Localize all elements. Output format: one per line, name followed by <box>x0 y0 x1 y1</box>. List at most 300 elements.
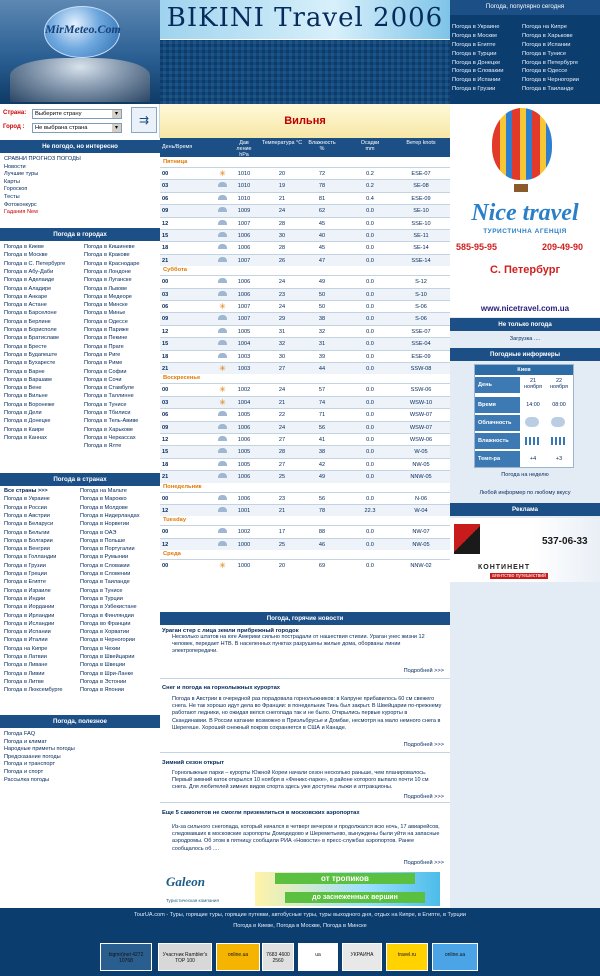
temp-cell: 23 <box>278 495 286 502</box>
informer-caption[interactable]: Любой информер по любому вкусу <box>479 490 571 496</box>
go-button[interactable]: ⇉ <box>131 107 157 133</box>
logo-text: MirMeteo.Com <box>45 22 121 36</box>
counter-badge[interactable]: 7683 4600 2560 <box>262 943 294 971</box>
city-link[interactable]: Погода в Аделаиде <box>4 277 55 284</box>
country-link[interactable]: Погода в Словакии <box>80 562 130 569</box>
informer-temp-1: +4 <box>529 456 537 462</box>
interesting-link[interactable]: Фотоконкурс <box>4 201 37 208</box>
header-temperature: Температура °C <box>261 140 303 146</box>
country-link[interactable]: Погода в Марокко <box>80 496 127 503</box>
wind-cell: SSE-04 <box>411 341 431 348</box>
wind-cell: S-06 <box>415 316 427 323</box>
useful-link[interactable]: Погода и спорт <box>4 769 44 775</box>
wind-cell: SSE-10 <box>411 220 431 227</box>
country-link[interactable]: Погода в ОАЭ <box>80 529 117 536</box>
wind-cell: NW-05 <box>412 461 430 468</box>
humidity-cell: 72 <box>318 171 326 177</box>
forecast-row <box>160 192 450 204</box>
informer-week-link[interactable]: Погода на неделю <box>501 472 549 478</box>
pressure-cell: 1005 <box>237 449 251 456</box>
city-link[interactable]: Погода в Минье <box>84 310 126 317</box>
useful-link[interactable]: Погода и транспорт <box>4 761 56 768</box>
informer-time-1: 14:00 <box>526 402 540 408</box>
precip-cell: 0.0 <box>366 387 374 394</box>
humidity-cell: 50 <box>318 291 326 298</box>
forecast-row <box>160 445 450 457</box>
forecast-row <box>160 241 450 253</box>
country-link[interactable]: Погода в Хорватии <box>80 629 130 636</box>
precip-cell: 0.0 <box>366 424 374 431</box>
city-link[interactable]: Погода в Луганске <box>84 277 132 284</box>
kontinent-logo-icon <box>454 524 480 554</box>
precip-cell: 0.2 <box>366 183 374 190</box>
time-cell: 12 <box>162 508 169 514</box>
city-link[interactable]: Погода в Донецке <box>4 418 51 425</box>
country-link[interactable]: Погода в Ирландии <box>4 612 55 619</box>
wind-cell: SE-10 <box>413 208 429 215</box>
precip-cell: 22.3 <box>364 508 376 514</box>
footer-line-2[interactable]: Погода в Киеве, Погода в Москве, Погода в Минске <box>233 923 367 929</box>
useful-link[interactable]: Предсказание погоды <box>4 753 61 760</box>
day-heading: Суббота <box>160 266 450 275</box>
nice-url[interactable]: www.nicetravel.com.ua <box>480 304 570 313</box>
time-cell: 03 <box>162 291 169 298</box>
interesting-link[interactable]: Тесты <box>4 194 20 200</box>
forecast-row <box>160 254 450 266</box>
precip-cell: 0.0 <box>366 437 374 443</box>
country-link[interactable]: Погода в Швейцарии <box>80 654 135 660</box>
country-link[interactable]: Погода во Франции <box>80 620 131 627</box>
city-link[interactable]: Погода в Кишиневе <box>84 244 135 250</box>
pressure-cell: 1004 <box>237 399 251 406</box>
country-link[interactable]: Погода в Иордании <box>4 604 55 611</box>
city-link[interactable]: Погода в Тбилиси <box>84 410 131 416</box>
country-link[interactable]: Погода в Болгарии <box>4 537 53 544</box>
humidity-cell: 44 <box>318 366 326 372</box>
news-divider <box>160 752 450 753</box>
city-link[interactable]: Погода в Будапеште <box>4 351 58 358</box>
country-link[interactable]: Погода в Греции <box>4 571 47 577</box>
ads-title: Реклама <box>450 503 600 516</box>
temp-cell: 26 <box>278 257 286 264</box>
forecast-row <box>160 525 450 537</box>
precip-cell: 0.0 <box>366 353 374 360</box>
country-link[interactable]: Погода в Эстонии <box>80 678 127 685</box>
popular-link[interactable]: Погода в Словакии <box>452 68 504 75</box>
city-link[interactable]: Погода в Варне <box>4 368 45 375</box>
precip-cell: 0.2 <box>366 171 374 177</box>
interesting-link[interactable]: Новости <box>4 163 26 170</box>
news-divider <box>160 802 450 803</box>
precip-cell: 0.0 <box>366 220 374 227</box>
country-link[interactable]: Погода в Словении <box>80 571 131 577</box>
loading-text: Загрузка .... <box>509 336 541 342</box>
kontinent-ad[interactable] <box>450 518 600 582</box>
city-link[interactable]: Погода в Краснодаре <box>84 260 140 267</box>
humidity-cell: 78 <box>318 508 326 514</box>
country-link[interactable]: Погода в Швеции <box>80 662 126 669</box>
pressure-cell: 1002 <box>237 387 251 394</box>
country-link[interactable]: Все страны >>> <box>4 488 48 494</box>
precip-cell: 0.0 <box>366 341 374 348</box>
city-link[interactable]: Погода в Одессе <box>84 318 128 325</box>
city-link[interactable]: Погода в Бухаресте <box>4 360 56 367</box>
forecast-row <box>160 470 450 482</box>
forecast-row <box>160 362 450 374</box>
popular-link[interactable]: Погода в Тунисе <box>522 50 567 57</box>
country-link[interactable]: Погода в Польше <box>80 537 126 544</box>
country-link[interactable]: Погода в Ливии <box>4 670 45 677</box>
city-link[interactable]: Погода в Москве <box>4 252 48 259</box>
time-cell: 18 <box>162 245 169 252</box>
precip-cell: 0.0 <box>366 304 374 310</box>
counter-badge[interactable]: online.ua <box>432 943 478 971</box>
country-select[interactable]: Выберите страну ▾ <box>32 109 122 119</box>
temp-cell: 32 <box>278 341 286 348</box>
informer-day-1: 21 ноября <box>524 378 542 390</box>
wind-cell: SSE-14 <box>411 257 431 264</box>
country-link[interactable]: Погода в Турции <box>80 595 123 602</box>
humidity-cell: 32 <box>318 328 326 335</box>
humidity-cell: 31 <box>318 341 326 348</box>
news-more-link[interactable]: Подробней >>> <box>403 860 444 866</box>
informer-time-2: 08:00 <box>552 402 566 408</box>
city-link[interactable]: Погода в Риме <box>84 360 123 367</box>
country-link[interactable]: Погода в России <box>4 504 47 511</box>
city-link[interactable]: Погода в Тунисе <box>84 401 127 408</box>
humidity-cell: 45 <box>318 245 326 252</box>
pressure-cell: 1009 <box>237 208 251 215</box>
city-link[interactable]: Погода в Астане <box>4 302 47 309</box>
balloon-image <box>492 108 552 180</box>
city-link[interactable]: Погода в Варшаве <box>4 376 53 383</box>
city-link[interactable]: Погода в Сочи <box>84 376 122 383</box>
city-link[interactable]: Погода в Бресте <box>4 343 47 350</box>
galeon-banner <box>255 872 440 906</box>
forecast-row <box>160 492 450 504</box>
city-link[interactable]: Погода в Каире <box>4 426 45 433</box>
country-link[interactable]: Погода в Нидерландах <box>80 512 140 519</box>
rain-cloud-icon <box>218 232 227 240</box>
country-link[interactable]: Погода в Голландии <box>4 554 57 561</box>
precip-cell: 0.0 <box>366 461 374 468</box>
footer-line-1[interactable]: TourUA.com - Туры, горящие туры, горящие путевки, автобусные туры, туры выходного дня, отдых на Кипре, в Египте, в Турции <box>134 912 466 918</box>
country-link[interactable]: Погода в Грузии <box>4 562 46 569</box>
humidity-cell: 88 <box>318 529 326 536</box>
precip-cell: 0.0 <box>366 412 374 419</box>
country-link[interactable]: Погода в Венгрии <box>4 546 50 553</box>
site-logo[interactable] <box>0 0 160 104</box>
popular-link[interactable]: Погода в Египте <box>452 41 496 48</box>
rain-cloud-icon <box>218 461 227 469</box>
city-link[interactable]: Погода в Медеоре <box>84 293 132 300</box>
city-link[interactable]: Погода в Каннах <box>4 434 47 441</box>
forecast-row <box>160 350 450 362</box>
country-link[interactable]: Погода в Черногории <box>80 637 136 644</box>
temp-cell: 30 <box>278 353 286 360</box>
popular-link[interactable]: Погода в Испании <box>522 41 571 48</box>
news-text: Несколько штатов на юге Америки сильно пострадали от нашествия стихии. Ураган унес жизни 12 человек, передает НТВ. В населенных пунктах разрушены жилые дома, оборваны линии электропередачи. <box>172 634 425 655</box>
counter-badge[interactable]: online.ua <box>216 943 260 971</box>
forecast-row <box>160 396 450 408</box>
temp-cell: 21 <box>278 195 286 202</box>
rain-cloud-icon <box>218 182 227 190</box>
informer-humidity-label: Влажность <box>475 433 520 449</box>
popular-link[interactable]: Погода в Грузии <box>452 86 496 93</box>
interesting-link[interactable]: Гороскоп <box>4 186 28 193</box>
country-link[interactable]: Погода в Испании <box>4 629 51 636</box>
precip-cell: 0.0 <box>366 291 374 298</box>
cloud-icon <box>525 417 539 427</box>
left-section-title: Не погодо, но интересно <box>0 140 160 153</box>
wind-cell: SE-11 <box>413 233 429 239</box>
popular-link[interactable]: Погода на Кипре <box>522 24 567 30</box>
news-headline[interactable]: Зимний сезон открыт <box>162 760 225 766</box>
city-link[interactable]: Погода в Дели <box>4 410 42 416</box>
pressure-cell: 1005 <box>237 461 251 468</box>
interesting-link[interactable]: Карты <box>4 178 20 185</box>
city-link[interactable]: Погода в Харькове <box>84 426 133 433</box>
forecast-row <box>160 433 450 445</box>
country-link[interactable]: Погода в Исландии <box>4 620 55 627</box>
galeon-line1: от тропиков <box>275 873 415 884</box>
rain-cloud-icon <box>218 541 227 549</box>
time-cell: 00 <box>162 563 169 570</box>
wind-cell: NNW-02 <box>410 563 432 570</box>
city-link[interactable]: Погода в Анкаре <box>4 293 48 300</box>
notonly-title: Не только погода <box>450 318 600 331</box>
useful-link[interactable]: Погода FAQ <box>4 731 36 737</box>
city-link[interactable]: Погода в Вене <box>4 385 42 392</box>
temp-cell: 28 <box>278 245 286 252</box>
header-wind: Ветер knots <box>406 140 436 146</box>
city-link[interactable]: Погода в Таллинне <box>84 393 134 400</box>
galeon-logo: Galeon <box>166 874 205 889</box>
city-link[interactable]: Погода в Пекине <box>84 335 128 342</box>
interesting-link[interactable]: Лучшие туры <box>4 171 39 178</box>
city-link[interactable]: Погода в Париже <box>84 327 129 333</box>
country-link[interactable]: Погода в Норвегии <box>80 521 130 528</box>
city-link[interactable]: Погода в Братиславе <box>4 335 60 342</box>
counter-badge[interactable]: ua <box>298 943 338 971</box>
city-link[interactable]: Погода в Аладире <box>4 285 52 292</box>
time-cell: 00 <box>162 171 169 177</box>
country-link[interactable]: Погода в Молдове <box>80 504 128 511</box>
useful-link[interactable]: Погода и климат <box>4 738 47 745</box>
city-label: Город : <box>3 124 25 130</box>
city-select[interactable]: Не выбрана страна ▾ <box>32 123 122 133</box>
time-cell: 21 <box>162 366 169 372</box>
forecast-row <box>160 559 450 571</box>
wind-cell: WSW-10 <box>409 399 433 406</box>
precip-cell: 0.0 <box>366 529 374 536</box>
galeon-ad[interactable] <box>160 870 450 908</box>
pressure-cell: 1006 <box>237 279 251 286</box>
pressure-cell: 1002 <box>237 529 251 536</box>
country-link[interactable]: Погода в Египте <box>4 579 47 586</box>
news-more-link[interactable]: Подробней >>> <box>403 794 444 800</box>
popular-link[interactable]: Погода в Черногории <box>522 77 580 84</box>
informer-day-2: 22 ноября <box>550 378 568 390</box>
city-link[interactable]: Погода в Риге <box>84 351 121 358</box>
popular-link[interactable]: Погода в Петербурге <box>522 59 579 66</box>
country-link[interactable]: Погода в Израиле <box>4 587 51 594</box>
useful-link[interactable]: Рассылка погоды <box>4 776 50 783</box>
forecast-row <box>160 275 450 287</box>
temp-cell: 21 <box>278 399 286 406</box>
counter-badge[interactable]: Участник Rambler's TOP 100 <box>158 943 212 971</box>
news-headline[interactable]: Ураган стер с лица земли прибрежный городок <box>162 628 299 634</box>
country-link[interactable]: Погода в Финляндии <box>80 612 134 619</box>
city-link[interactable]: Погода в Стамбуле <box>84 385 135 392</box>
news-headline[interactable]: Еще 5 самолетов не смогли приземлиться в московских аэропортах <box>162 810 360 816</box>
wind-cell: NW-07 <box>412 529 430 536</box>
country-link[interactable]: Погода в Беларуси <box>4 521 54 528</box>
rain-cloud-icon <box>218 507 227 515</box>
country-link[interactable]: Погода в Тунисе <box>80 587 123 594</box>
news-text: Горнолыжные парки – курорты Южной Кореи начали сезон несколько раньше, чем планировалось. Первый зимний каток открылся 10 ноября в «Феникс-парке», в районе которого выпало почти 10 см снега. Для любителей зимних видов спорта здесь уже доступны лыжи и аттракционы. <box>172 770 429 791</box>
nice-logo: Nice travel <box>471 200 579 226</box>
country-link[interactable]: Погода в Австрии <box>4 512 50 519</box>
pressure-cell: 1006 <box>237 474 251 481</box>
counter-badge[interactable]: bigmir)net 4272 10768 <box>100 943 152 971</box>
humidity-cell: 46 <box>318 541 326 548</box>
country-link[interactable]: Погода в Чехии <box>80 645 121 652</box>
interesting-link[interactable]: Гадания New <box>4 209 39 216</box>
country-link[interactable]: Погода в Узбекистане <box>80 604 137 611</box>
city-link[interactable]: Погода в Лондоне <box>84 268 131 275</box>
news-headline[interactable]: Снег и погода на горнолыжных курортах <box>162 685 281 691</box>
popular-link[interactable]: Погода в Таиланде <box>522 86 574 93</box>
galeon-subtitle: Туристическая компания <box>166 898 219 903</box>
pressure-cell: 1007 <box>237 304 251 310</box>
city-link[interactable]: Погода в Ялте <box>84 443 122 450</box>
humidity-cell: 71 <box>318 412 326 419</box>
city-link[interactable]: Погода в Вильне <box>4 393 48 400</box>
pressure-cell: 1006 <box>237 495 251 502</box>
country-link[interactable]: Погода в Японии <box>80 687 125 694</box>
cloud-icon <box>551 417 565 427</box>
precip-cell: 0.0 <box>366 279 374 286</box>
country-link[interactable]: Погода в Таиланде <box>80 579 130 586</box>
precip-cell: 0.0 <box>366 245 374 252</box>
rain-cloud-icon <box>218 195 227 203</box>
popular-link[interactable]: Погода в Испании <box>452 77 501 84</box>
city-link[interactable]: Погода в Берлине <box>4 318 51 325</box>
popular-link[interactable]: Погода в Москве <box>452 32 498 39</box>
city-link[interactable]: Погода в Софии <box>84 368 127 375</box>
top-banner[interactable] <box>160 0 450 40</box>
popular-link[interactable]: Погода в Турции <box>452 50 497 57</box>
city-link[interactable]: Погода в Борисполе <box>4 327 57 333</box>
news-more-link[interactable]: Подробней >>> <box>403 668 444 674</box>
country-link[interactable]: Погода в Ливане <box>4 662 48 669</box>
day-heading: Среда <box>160 550 450 559</box>
weather-informer[interactable] <box>474 364 574 468</box>
temp-cell: 24 <box>278 304 286 310</box>
popular-link[interactable]: Погода в Одессе <box>522 68 568 75</box>
forecast-row <box>160 288 450 300</box>
forecast-row <box>160 204 450 216</box>
forecast-row <box>160 337 450 349</box>
popular-link[interactable]: Погода в Украине <box>452 24 500 30</box>
city-link[interactable]: Погода в Кракове <box>84 252 130 259</box>
popular-link[interactable]: Погода в Харькове <box>522 32 573 39</box>
city-link[interactable]: Погода в С. Петербурге <box>4 260 66 267</box>
country-link[interactable]: Погода в Бельгии <box>4 529 50 536</box>
temp-cell: 25 <box>278 474 286 481</box>
wind-cell: WSW-06 <box>409 437 433 443</box>
day-heading: Воскресенье <box>160 374 450 383</box>
temp-cell: 27 <box>278 461 286 468</box>
header-precipitation: Осадки mm <box>360 140 380 152</box>
country-link[interactable]: Погода в Люксембурге <box>4 687 63 694</box>
country-link[interactable]: Погода в Украине <box>4 496 50 503</box>
pressure-cell: 1003 <box>237 366 251 372</box>
country-link[interactable]: Погода в Италии <box>4 637 48 644</box>
precip-cell: 0.0 <box>366 563 374 570</box>
humidity-cell: 50 <box>318 304 326 310</box>
sun-icon: ✳ <box>219 364 226 373</box>
informer-cloud-label: Облачность <box>475 415 520 431</box>
interesting-link[interactable]: СРАВНИ ПРОГНОЗ ПОГОДЫ <box>4 156 81 162</box>
useful-link[interactable]: Народные приметы погоды <box>4 746 75 753</box>
footer <box>0 908 600 976</box>
city-link[interactable]: Погода в Воронеже <box>4 401 55 408</box>
nice-phone-1: 585-95-95 <box>456 242 498 252</box>
nice-travel-ad[interactable] <box>450 104 600 317</box>
city-link[interactable]: Погода в Праге <box>84 343 124 350</box>
country-link[interactable]: Погода в Индии <box>4 595 46 602</box>
city-link[interactable]: Погода в Тель-Авиве <box>84 418 139 425</box>
time-cell: 15 <box>162 449 169 456</box>
country-link[interactable]: Погода на Мальте <box>80 488 127 494</box>
city-link[interactable]: Погода в Барселоне <box>4 310 57 317</box>
humidity-cell: 42 <box>318 461 326 468</box>
forecast-row <box>160 217 450 229</box>
country-link[interactable]: Погода в Португалии <box>80 546 135 553</box>
rain-cloud-icon <box>218 257 227 265</box>
temp-cell: 17 <box>278 529 286 536</box>
city-link[interactable]: Погода в Абу-Даби <box>4 268 54 275</box>
popular-link[interactable]: Погода в Донецке <box>452 59 501 66</box>
country-link[interactable]: Погода в Шри-Ланке <box>80 670 134 677</box>
city-link[interactable]: Погода в Черкассах <box>84 434 136 441</box>
news-title: Погода, горячие новости <box>160 612 450 625</box>
country-link[interactable]: Погода на Кипре <box>4 645 48 652</box>
country-link[interactable]: Погода в Румынии <box>80 554 129 561</box>
header-pressure: Дав ление hPa <box>236 140 252 158</box>
pressure-cell: 1010 <box>237 171 251 177</box>
rain-cloud-icon <box>218 315 227 323</box>
counter-badge[interactable]: УКРАИНА <box>342 943 382 971</box>
city-link[interactable]: Погода в Минске <box>84 302 128 309</box>
time-cell: 00 <box>162 387 169 394</box>
popular-right-list <box>522 23 594 94</box>
news-more-link[interactable]: Подробней >>> <box>403 742 444 748</box>
counter-badge[interactable]: travel.ru <box>386 943 428 971</box>
rain-cloud-icon <box>218 207 227 215</box>
time-cell: 09 <box>162 424 169 431</box>
country-link[interactable]: Погода в Латвии <box>4 654 47 660</box>
country-link[interactable]: Погода в Литве <box>4 678 44 685</box>
humidity-cell: 69 <box>318 563 326 570</box>
city-link[interactable]: Погода в Киеве <box>4 244 45 250</box>
city-link[interactable]: Погода в Львове <box>84 285 128 292</box>
temp-cell: 21 <box>278 508 286 514</box>
pressure-cell: 1006 <box>237 245 251 252</box>
precip-cell: 0.0 <box>366 366 374 372</box>
